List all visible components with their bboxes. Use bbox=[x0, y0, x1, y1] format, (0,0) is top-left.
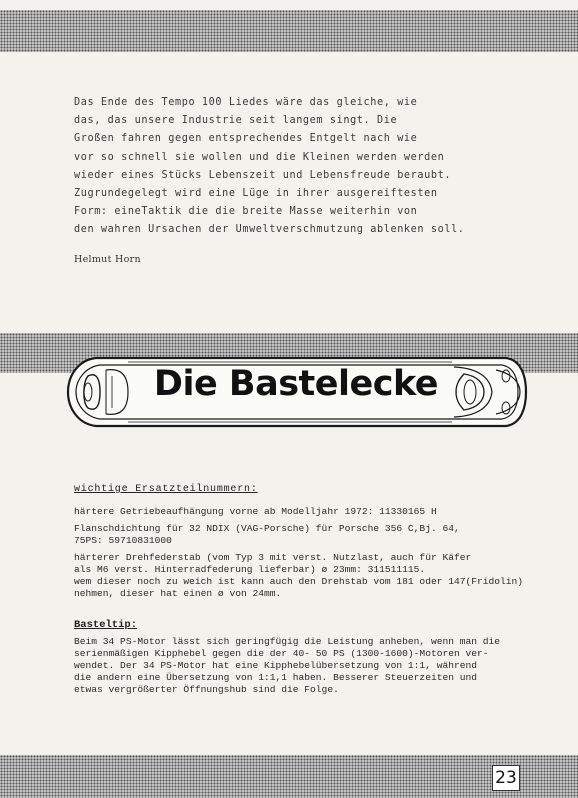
car-banner bbox=[66, 346, 528, 438]
poem-line: das, das unsere Industrie seit langem singt. Die bbox=[74, 115, 398, 127]
top-halftone-band bbox=[0, 10, 578, 52]
poem-line: wieder eines Stücks Lebenszeit und Lebensfreude beraubt. bbox=[74, 169, 452, 181]
parts-item bbox=[74, 523, 554, 547]
poem-line: den wahren Ursachen der Umweltverschmutzung ablenken soll. bbox=[74, 224, 465, 236]
poem-text bbox=[74, 94, 514, 240]
parts-line: wem dieser noch zu weich ist kann auch den Drehstab vom 181 oder 147(Fridolin) bbox=[74, 576, 524, 587]
parts-heading: wichtige Ersatzteilnummern: bbox=[74, 484, 258, 495]
poem-line: Form: eineTaktik die die breite Masse weiterhin von bbox=[74, 206, 418, 218]
tip-line: die andern eine Übersetzung von 1:1,1 haben. Besserer Steuerzeiten und bbox=[74, 672, 478, 683]
tip-heading: Basteltip: bbox=[74, 619, 138, 631]
poem-line: Das Ende des Tempo 100 Liedes wäre das gleiche, wie bbox=[74, 97, 418, 108]
tip-line: Beim 34 PS-Motor lässt sich geringfügig die Leistung anheben, wenn man die bbox=[74, 636, 501, 647]
parts-item bbox=[74, 506, 554, 518]
page-number: 23 bbox=[492, 765, 520, 791]
poem-line: Zugrundegelegt wird eine Lüge in ihrer ausgereiftesten bbox=[74, 188, 438, 200]
parts-line: nehmen, dieser hat einen ø von 24mm. bbox=[74, 588, 282, 599]
parts-item bbox=[74, 552, 554, 600]
tip-line: etwas vergrößerter Öffnungshub sind die Folge. bbox=[74, 684, 339, 695]
parts-list bbox=[74, 506, 554, 605]
parts-line: härtere Getriebeaufhängung vorne ab Modelljahr 1972: 11330165 H bbox=[74, 506, 437, 517]
poem-line: vor so schnell sie wollen und die Kleinen werden werden bbox=[74, 151, 445, 163]
author-name: Helmut Horn bbox=[74, 254, 141, 265]
parts-line: Flanschdichtung für 32 NDIX (VAG-Porsche) für Porsche 356 C,Bj. 64, bbox=[74, 523, 460, 534]
banner-title: Die Bastelecke bbox=[153, 364, 439, 404]
tip-line: serienmäßigen Kipphebel gegen die der 40- 50 PS (1300-1600)-Motoren ver- bbox=[74, 648, 489, 659]
parts-line: als M6 verst. Hinterradfederung lieferbar) ø 23mm: 311511115. bbox=[74, 564, 426, 575]
tip-text bbox=[74, 636, 564, 696]
parts-line: 75PS: 59710831000 bbox=[74, 535, 172, 546]
poem-line: Großen fahren gegen entsprechendes Entgelt nach wie bbox=[74, 133, 418, 145]
parts-line: härterer Drehfederstab (vom Typ 3 mit verst. Nutzlast, auch für Käfer bbox=[74, 552, 472, 563]
tip-line: wendet. Der 34 PS-Motor hat eine Kipphebelübersetzung von 1:1, während bbox=[74, 660, 478, 671]
